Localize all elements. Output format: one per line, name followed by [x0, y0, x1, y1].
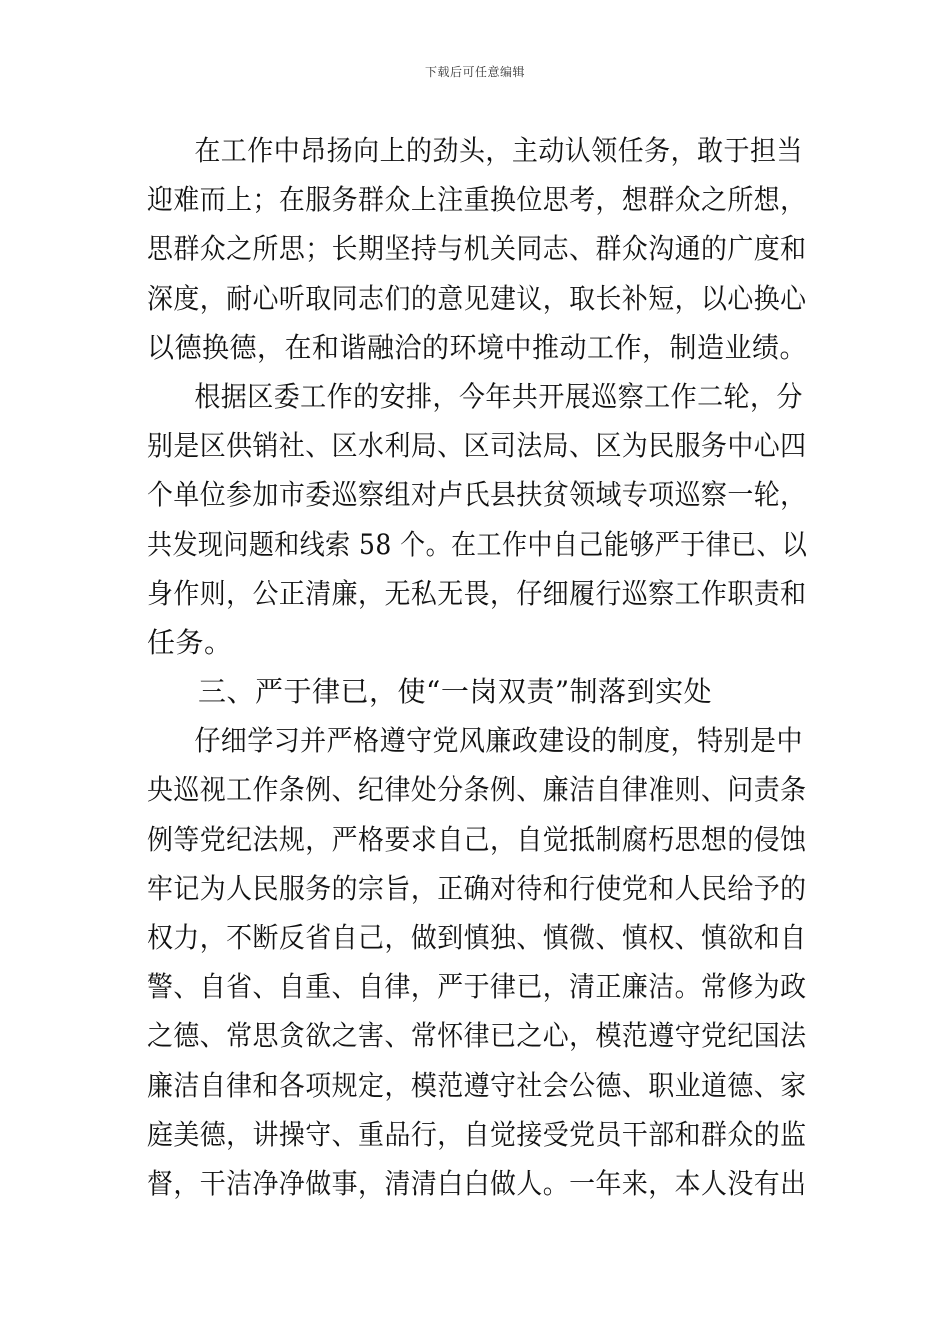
- text-line: 共发现问题和线索 58 个。在工作中自己能够严于律已、以: [147, 527, 808, 561]
- text-line: 在工作中昂扬向上的劲头，主动认领任务，敢于担当: [194, 134, 803, 167]
- text-line: 任务。: [147, 625, 233, 659]
- page-header: 下载后可任意编辑: [424, 65, 525, 79]
- text-line: 身作则，公正清廉，无私无畏，仔细履行巡察工作职责和: [147, 576, 807, 610]
- body-text: [147, 126, 807, 1208]
- text-line: 廉洁自律和各项规定，模范遵守社会公德、职业道德、家: [147, 1068, 807, 1102]
- text-line: 迎难而上；在服务群众上注重换位思考，想群众之所想，: [147, 183, 807, 217]
- text-line: 警、自省、自重、自律，严于律已，清正廉洁。常修为政: [147, 970, 807, 1004]
- text-line: 庭美德，讲操守、重品行，自觉接受党员干部和群众的监: [147, 1117, 807, 1151]
- text-line: 别是区供销社、区水利局、区司法局、区为民服务中心四: [147, 429, 807, 463]
- text-line: 督，干洁净净做事，清清白白做人。一年来，本人没有出: [147, 1166, 807, 1200]
- text-line: 之德、常思贪欲之害、常怀律已之心，模范遵守党纪国法: [147, 1019, 807, 1053]
- text-line: 思群众之所思；长期坚持与机关同志、群众沟通的广度和: [147, 232, 807, 266]
- text-line: 权力，不断反省自己，做到慎独、慎微、慎权、慎欲和自: [147, 921, 807, 954]
- text-line: 三、严于律已，使“一岗双责”制落到实处: [198, 675, 713, 709]
- text-line: 例等党纪法规，严格要求自己，自觉抵制腐朽思想的侵蚀: [147, 822, 807, 856]
- text-line: 以德换德，在和谐融洽的环境中推动工作，制造业绩。: [147, 330, 808, 364]
- text-line: 仔细学习并严格遵守党风廉政建设的制度，特别是中: [194, 724, 803, 758]
- text-line: 牢记为人民服务的宗旨，正确对待和行使党和人民给予的: [147, 871, 807, 905]
- text-line: 个单位参加市委巡察组对卢氏县扶贫领域专项巡察一轮，: [147, 478, 807, 512]
- text-line: 深度，耐心听取同志们的意见建议，取长补短，以心换心: [147, 281, 807, 315]
- text-line: 根据区委工作的安排，今年共开展巡察工作二轮，分: [194, 379, 803, 413]
- text-line: 央巡视工作条例、纪律处分条例、廉洁自律准则、问责条: [147, 773, 807, 807]
